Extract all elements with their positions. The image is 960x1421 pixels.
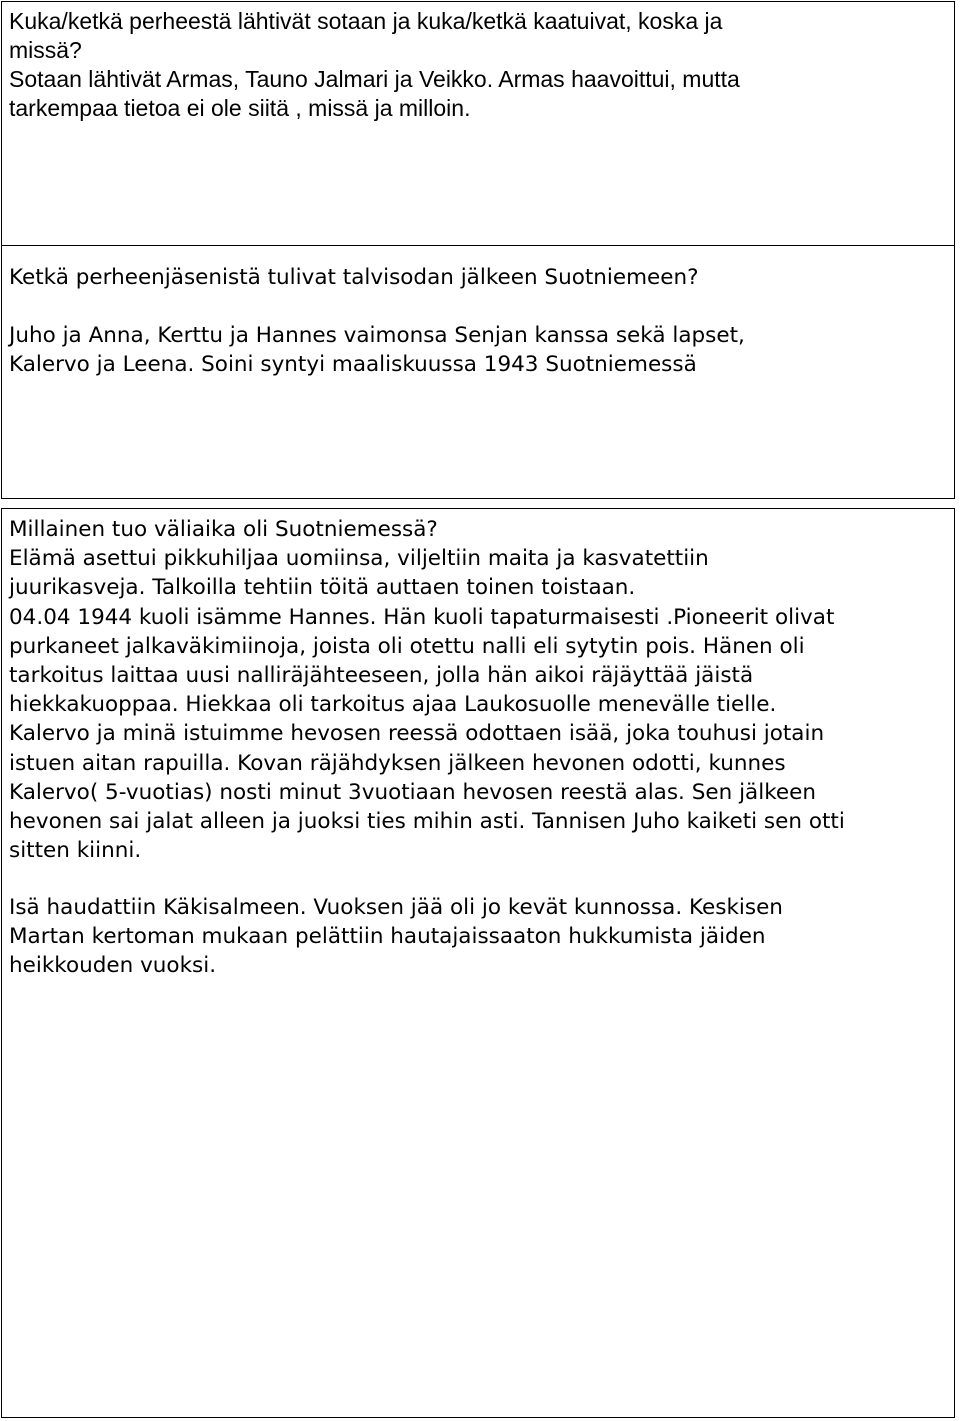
text-line: purkaneet jalkaväkimiinoja, joista oli otettu nalli eli sytytin pois. Hänen oli xyxy=(9,633,805,659)
text-line: Millainen tuo väliaika oli Suotniemessä? xyxy=(9,517,438,542)
text-line: istuen aitan rapuilla. Kovan räjähdyksen jälkeen hevonen odotti, kunnes xyxy=(9,750,786,776)
text-line: sitten kiinni. xyxy=(9,838,142,864)
family-question-box xyxy=(1,245,955,499)
text-line: missä? xyxy=(9,37,82,63)
text-line: heikkouden vuoksi. xyxy=(9,953,217,979)
burial-text xyxy=(9,893,948,981)
text-line: Juho ja Anna, Kerttu ja Hannes vaimonsa Senjan kanssa sekä lapset, xyxy=(9,323,745,348)
text-line: Isä haudattiin Käkisalmeen. Vuoksen jää oli jo kevät kunnossa. Keskisen xyxy=(9,895,783,920)
text-line: Kuka/ketkä perheestä lähtivät sotaan ja kuka/ketkä kaatuivat, koska ja xyxy=(9,8,723,34)
text-line: Kalervo( 5-vuotias) nosti minut 3vuotiaan hevosen reestä alas. Sen jälkeen xyxy=(9,779,816,805)
text-line: hiekkakuoppaa. Hiekkaa oli tarkoitus ajaa Laukosuolle menevälle tielle. xyxy=(9,692,777,718)
text-line: tarkempaa tietoa ei ole siitä , missä ja milloin. xyxy=(9,95,471,121)
text-line: Kalervo ja Leena. Soini syntyi maaliskuussa 1943 Suotniemessä xyxy=(9,352,697,378)
text-line: 04.04 1944 kuoli isämme Hannes. Hän kuoli tapaturmaisesti .Pioneerit olivat xyxy=(9,604,835,630)
question-line: Ketkä perheenjäsenistä tulivat talvisodan jälkeen Suotniemeen? xyxy=(9,265,699,290)
war-question-box xyxy=(1,1,955,246)
interim-period-box xyxy=(1,508,955,1418)
text-line: Elämä asettui pikkuhiljaa uomiinsa, viljeltiin maita ja kasvatettiin xyxy=(9,546,709,572)
text-line: tarkoitus laittaa uusi nalliräjähteeseen, jolla hän aikoi räjäyttää jäistä xyxy=(9,663,754,689)
war-question-text xyxy=(9,7,948,123)
text-line: Martan kertoman mukaan pelättiin hautajaissaaton hukkumista jäiden xyxy=(9,924,766,950)
text-line: juurikasveja. Talkoilla tehtiin töitä auttaen toinen toistaan. xyxy=(9,575,636,601)
interim-period-text xyxy=(9,515,948,865)
text-line: Sotaan lähtivät Armas, Tauno Jalmari ja Veikko. Armas haavoittui, mutta xyxy=(9,66,740,92)
text-line: hevonen sai jalat alleen ja juoksi ties mihin asti. Tannisen Juho kaiketi sen otti xyxy=(9,809,845,835)
family-question-text xyxy=(9,263,948,292)
text-line: Kalervo ja minä istuimme hevosen reessä odottaen isää, joka touhusi jotain xyxy=(9,721,825,747)
family-answer-text xyxy=(9,321,948,379)
